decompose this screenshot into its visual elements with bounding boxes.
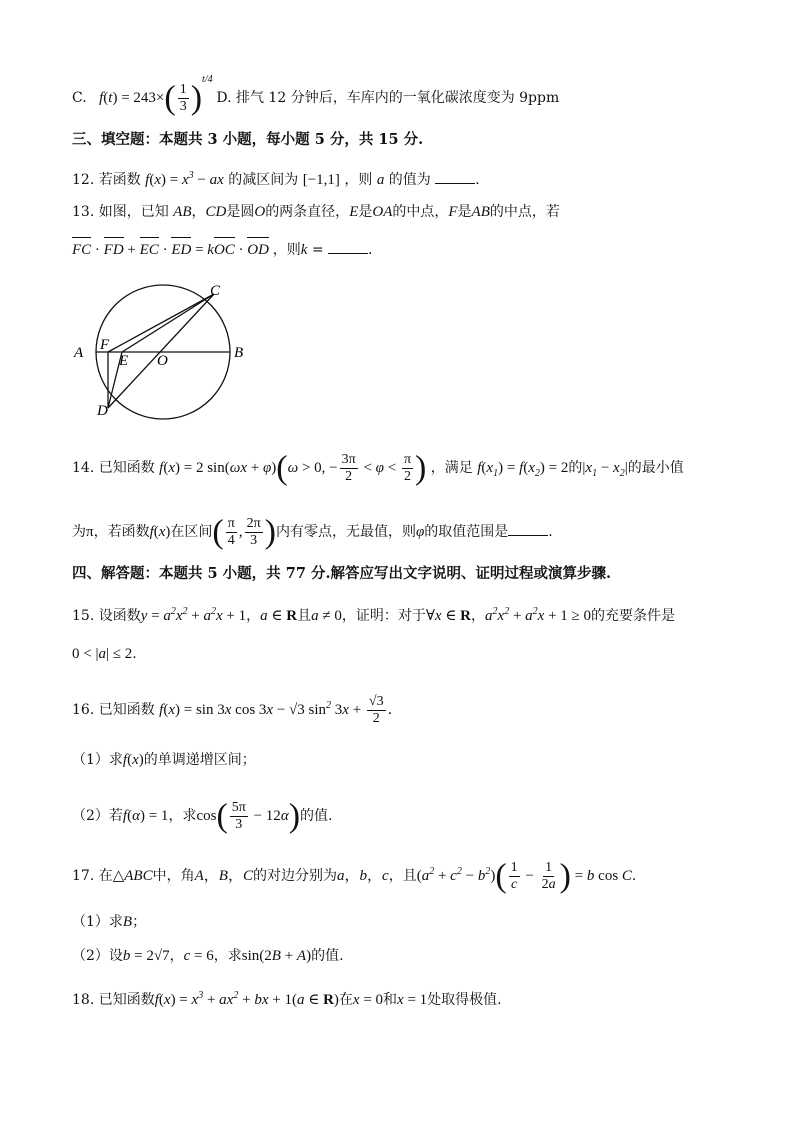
q14-text3: 的	[568, 459, 583, 476]
q14-text5: 为	[72, 523, 86, 540]
q17-p1: （1）求	[72, 914, 123, 930]
question-16: 16. 已知函数 f(x) = sin 3x cos 3x − √3 $\sin^2 3x$ + $\frac{√3}{2}$ .	[72, 694, 393, 726]
question-14-line2: 为π，若函数f(x)在区间( $\frac{\pi}{4}$ , $\frac{2\pi}{3}$ )内有零点，无最值，则φ的取值范围是 .	[72, 513, 553, 551]
q16-fx: f(x)	[122, 752, 144, 768]
q14-text2: ，满足	[430, 459, 473, 476]
q17-sides: a，b，c	[337, 867, 389, 884]
q14-pi: π	[86, 523, 94, 540]
q15-text1: 设函数	[98, 608, 141, 624]
q17-sin: sin(2B + A)	[241, 948, 312, 964]
q12-text-c: ，则	[344, 172, 373, 188]
q17-angles: A，B，C	[194, 867, 253, 884]
q15-inequality: $a^2x^2 + a^2x + 1 \ge 0$	[485, 606, 592, 624]
label-c: C	[210, 283, 221, 299]
q17-p2: （2）设	[72, 948, 123, 964]
q13-answer-blank[interactable]	[328, 241, 368, 254]
q16-p1b: 的单调递增区间；	[143, 752, 256, 768]
q13-vector-equation: FC · FD + EC · ED = kOC · OD	[72, 242, 269, 258]
question-13-formula-line: FC · FD + EC · ED = kOC · OD ，则k = .	[72, 242, 373, 258]
question-16-part2	[72, 797, 333, 835]
q15-number: 15.	[72, 608, 95, 624]
q13-text4: 是	[358, 204, 373, 220]
q17-b: B	[122, 914, 133, 930]
q18-x0: x = 0	[352, 992, 384, 1008]
q17-text1: 在	[98, 867, 113, 884]
q12-text-d: 的值为	[388, 172, 431, 188]
q18-function: $f(x) = x^3 + ax^2$ + bx + 1(a ∈ R)	[154, 990, 339, 1008]
q14-phi: φ	[415, 523, 425, 540]
q13-text3: 的两条直径，	[265, 204, 350, 220]
q16-p2b: ，求	[168, 807, 197, 824]
q13-k: k	[300, 242, 308, 258]
q15-domain: a ∈ R	[260, 608, 298, 624]
q13-ab: AB	[173, 204, 192, 220]
q15-nonzero: a ≠ 0	[311, 608, 342, 624]
q18-x1: x = 1	[397, 992, 428, 1008]
q12-interval: [−1,1]	[302, 172, 340, 188]
q13-number: 13.	[72, 204, 95, 220]
question-15-line2: 0 < |a| ≤ 2.	[72, 646, 137, 662]
q18-text4: 处取得极值.	[427, 992, 502, 1008]
question-15	[72, 602, 675, 626]
segment-fc	[108, 294, 214, 352]
question-16-part1	[72, 750, 256, 770]
label-b: B	[234, 345, 244, 361]
q14-interval: ( $\frac{\pi}{4}$ , $\frac{2\pi}{3}$ )	[212, 513, 276, 551]
q17-triangle: △ABC	[112, 867, 153, 884]
q15-text5: ，	[471, 608, 486, 624]
q13-cd: CD	[205, 204, 227, 220]
q12-text-a: 若函数	[98, 172, 141, 188]
q13-text7: 的中点，若	[489, 204, 560, 220]
question-17: 17. 在△ABC中，角A，B，C的对边分别为a，b，c，且$(a^2 + c^2 - b^2)$( $\frac{1}{c}$ − $\frac{1}{2a}$ ) = b cos C.	[72, 857, 637, 895]
q15-text2: ，	[246, 608, 261, 624]
q12-formula: $f(x) = x^3$ − ax	[145, 170, 224, 188]
q14-condition: $f(x_1) = f(x_2) = 2$	[477, 459, 569, 479]
q17-p2d: 的值.	[311, 948, 344, 964]
q14-text7: 在区间	[170, 523, 213, 540]
q14-text4: 的最小值	[627, 459, 684, 476]
q16-p1: （1）求	[72, 752, 123, 768]
q16-cos: cos( $\frac{5\pi}{3}$ − 12α)	[196, 797, 301, 835]
q13-f: F	[448, 204, 458, 220]
question-14	[72, 449, 684, 487]
q16-function: f(x) = sin 3x cos 3x − √3 $\sin^2 3x$ + $\frac{√3}{2}$	[159, 694, 384, 726]
q16-p2c: 的值.	[300, 807, 333, 824]
section3-title: 三、填空题：本题共 3 小题，每小题 5 分，共 15 分.	[72, 131, 424, 148]
q15-condition: 0 < |a| ≤ 2	[72, 646, 133, 662]
q15-text4: ，证明：对于	[341, 608, 426, 624]
label-a: A	[74, 345, 84, 361]
q14-text1: 已知函数	[98, 459, 155, 476]
question-18	[72, 986, 502, 1010]
q17-equation: $(a^2 + c^2 - b^2)$( $\frac{1}{c}$ − $\frac{1}{2a}$ ) = b cos C	[416, 857, 632, 895]
q18-number: 18.	[72, 992, 95, 1008]
q15-forall: ∀x ∈ R	[425, 608, 472, 624]
q13-text1: 如图，已知	[98, 204, 169, 220]
circle-diagram	[72, 282, 272, 422]
q14-answer-blank[interactable]	[508, 523, 548, 536]
q13-text6: 是	[457, 204, 472, 220]
section4-title: 四、解答题：本题共 5 小题，共 77 分.解答应写出文字说明、证明过程或演算步骤.	[72, 565, 612, 582]
q14-text6: ，若函数	[93, 523, 150, 540]
question-12: 12. 若函数 $f(x) = x^3$ − ax 的减区间为 [−1,1] ，则 a 的值为 .	[72, 170, 480, 188]
q14-abs: $|x_1 - x_2|$	[582, 459, 628, 479]
q13-oa: OA	[372, 204, 393, 220]
q18-text3: 和	[383, 992, 398, 1008]
q17-p2b: ，	[169, 948, 184, 964]
q12-answer-blank[interactable]	[435, 171, 475, 184]
q17-bval: b = 2√7	[122, 948, 170, 964]
option-c-line	[72, 73, 560, 117]
q13-text2: 是圆	[226, 204, 255, 220]
option-d-text: D. 排气 12 分钟后，车库内的一氧化碳浓度变为 9ppm	[216, 89, 560, 106]
question-17-part2	[72, 946, 344, 966]
label-e: E	[119, 353, 129, 369]
q17-p2c: ，求	[213, 948, 242, 964]
q14-fx: f(x)	[149, 523, 171, 540]
q14-text9: 的取值范围是	[424, 523, 509, 540]
q16-text1: 已知函数	[98, 701, 155, 718]
q17-p1b: ；	[132, 914, 147, 930]
q13-o: O	[254, 204, 266, 220]
q15-text3: 且	[297, 608, 312, 624]
q12-number: 12.	[72, 172, 95, 188]
question-17-part1	[72, 912, 146, 932]
q14-number: 14.	[72, 459, 95, 476]
q15-function: $y = a^2x^2 + a^2x + 1$	[140, 606, 247, 624]
q13-ab2: AB	[471, 204, 490, 220]
label-o: O	[157, 353, 168, 369]
option-c-formula: f(t) = 243×( $\frac{1}{3}$ )$^{t/4}$	[99, 73, 213, 117]
label-f: F	[100, 337, 110, 353]
q17-text4: ，且	[388, 867, 417, 884]
q13-text5: 的中点，	[392, 204, 449, 220]
q16-falpha: f(α) = 1	[122, 807, 169, 824]
q15-text6: 的充要条件是	[591, 608, 676, 624]
q16-number: 16.	[72, 701, 95, 718]
q17-number: 17.	[72, 867, 95, 884]
q12-var-a: a	[376, 172, 385, 188]
q17-text3: 的对边分别为	[253, 867, 337, 884]
label-d: D	[97, 403, 108, 419]
q12-text-b: 的减区间为	[228, 172, 299, 188]
q16-p2: （2）若	[72, 807, 123, 824]
option-c-label: C.	[72, 89, 87, 106]
q18-text1: 已知函数	[98, 992, 155, 1008]
q13-e: E	[349, 204, 359, 220]
question-13: 13. 如图，已知 AB，CD是圆O的两条直径，E是OA的中点，F是AB的中点，若	[72, 204, 560, 220]
q14-text8: 内有零点，无最值，则	[275, 523, 416, 540]
q13-text8: ，则	[272, 242, 301, 258]
q17-cval: c = 6	[183, 948, 214, 964]
q18-text2: 在	[338, 992, 353, 1008]
q14-function: f(x) = 2 sin(ωx + φ)(ω > 0, − $\frac{3\pi}{2}$ < φ < $\frac{\pi}{2}$ )	[159, 449, 427, 487]
q17-text2: 中，角	[152, 867, 195, 884]
